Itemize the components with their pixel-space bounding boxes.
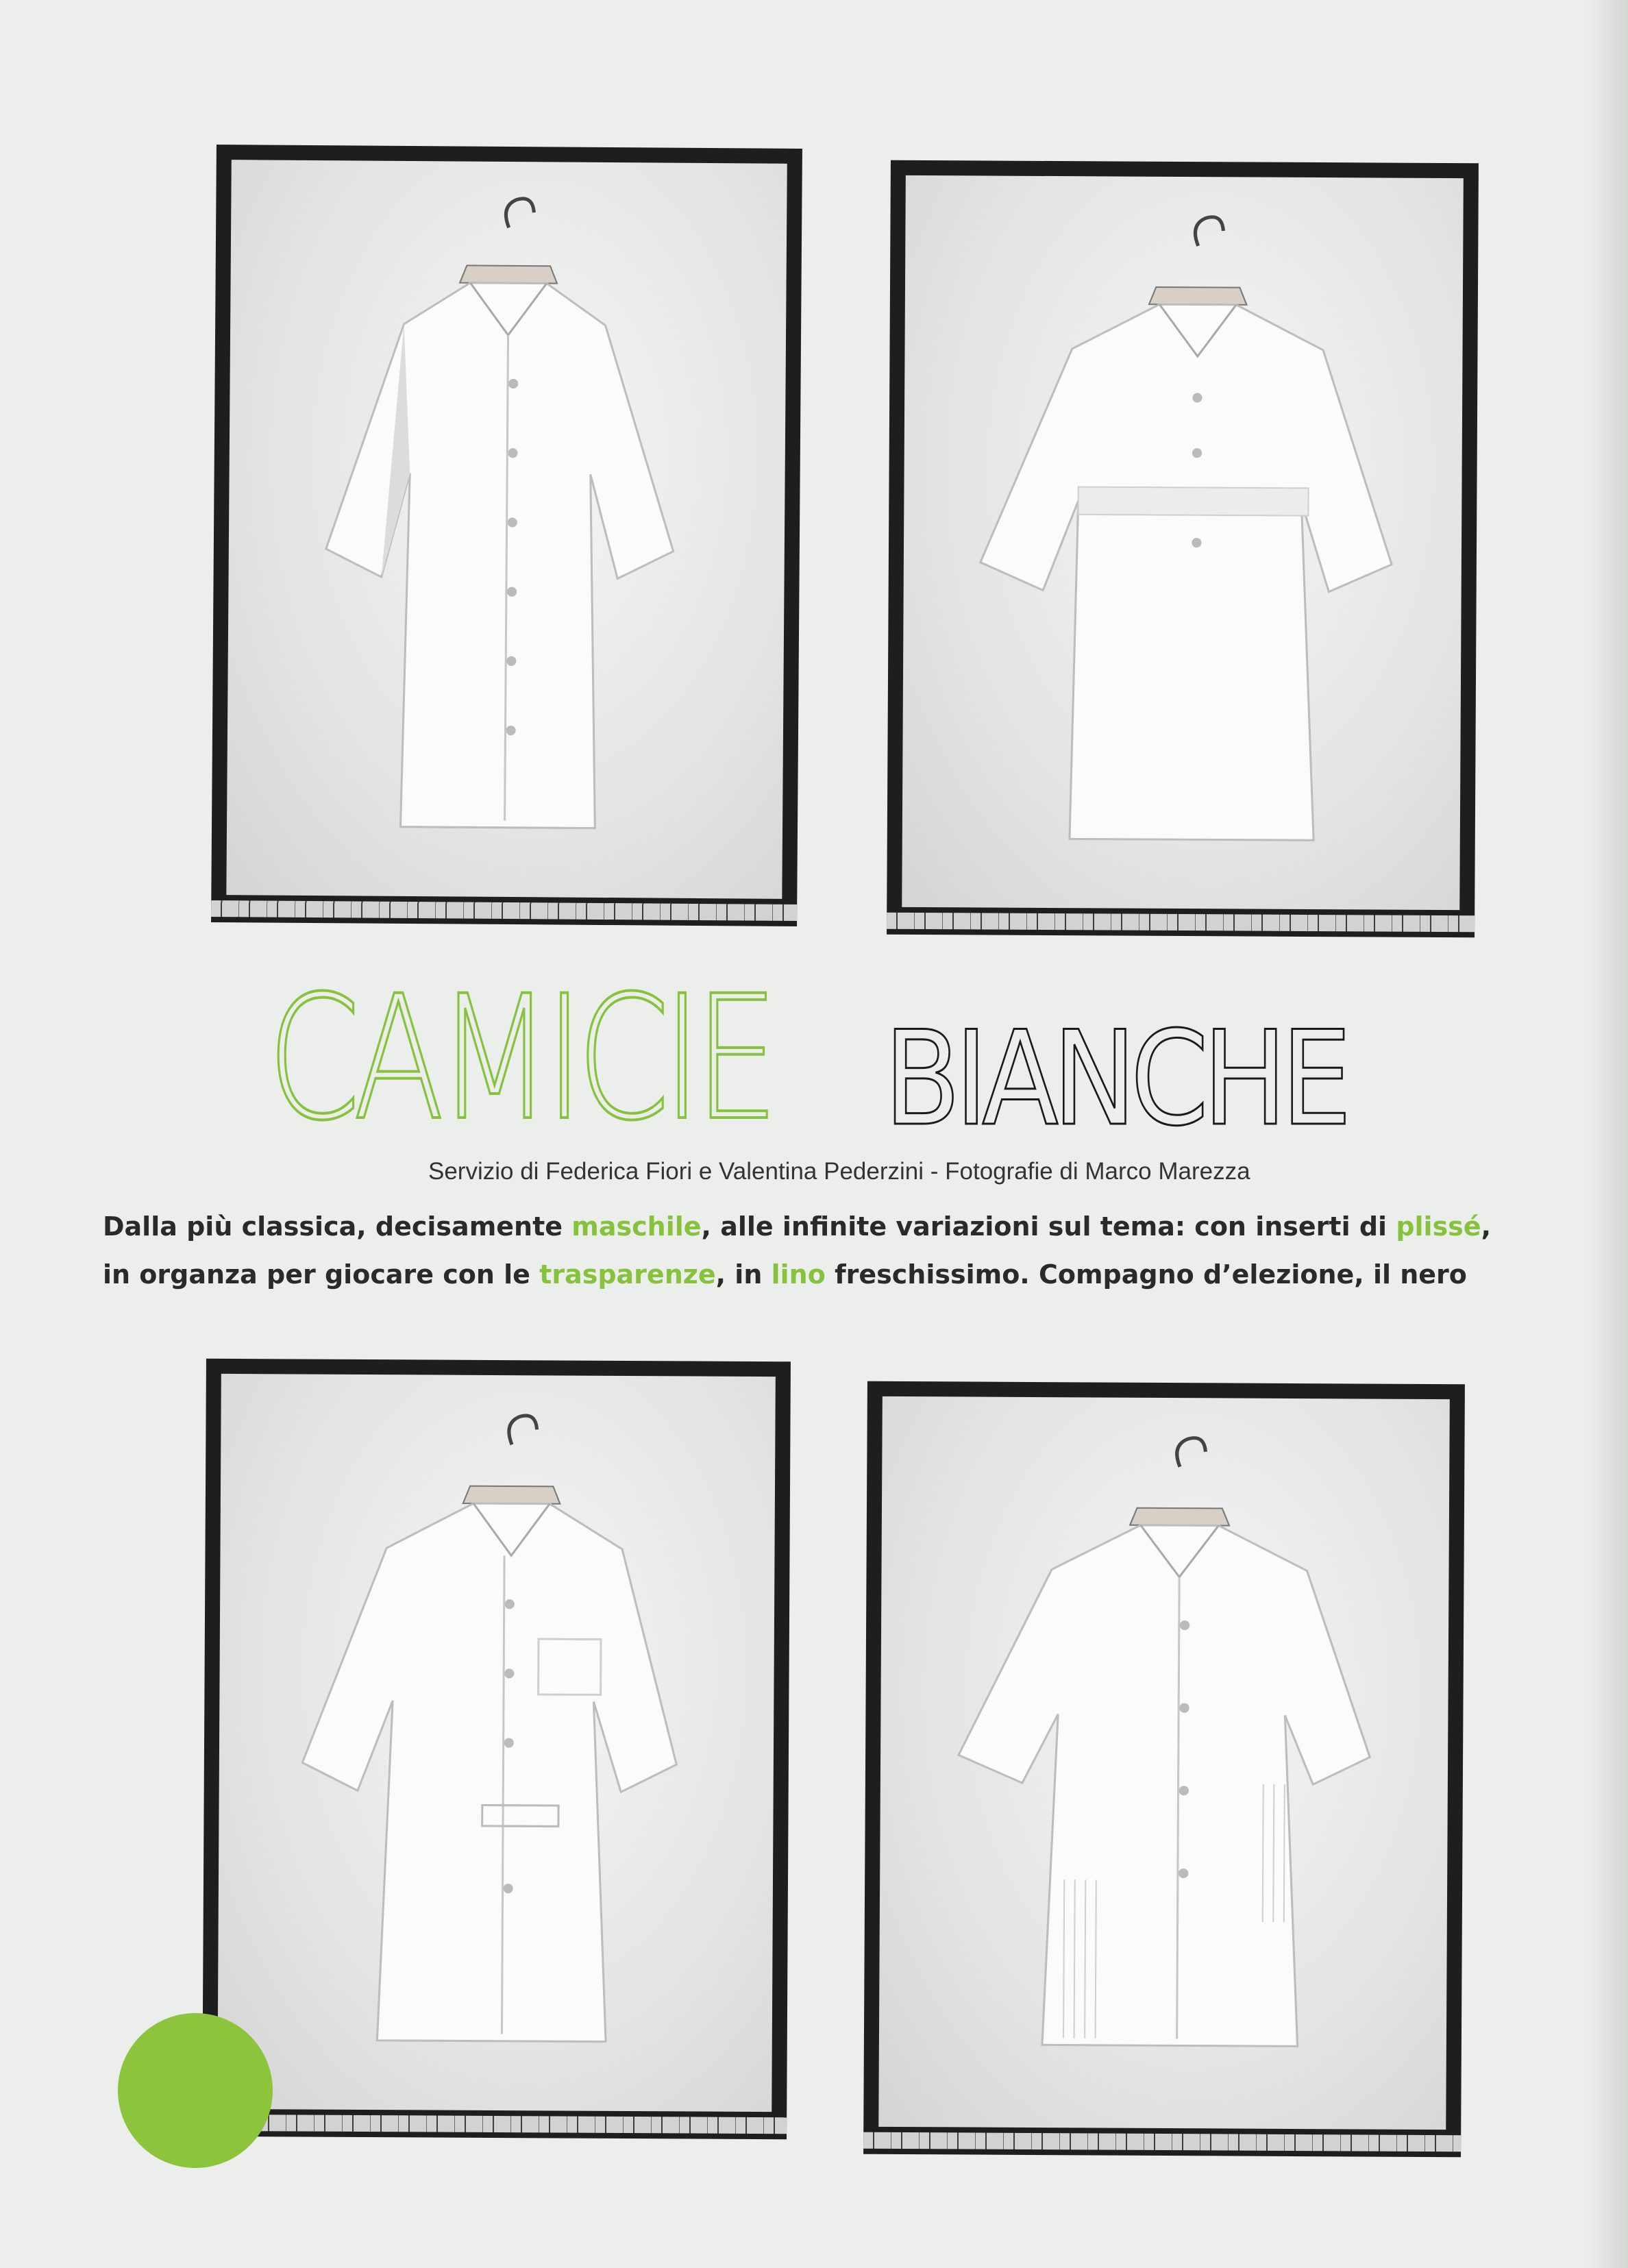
shirt-illustration xyxy=(217,1374,776,2112)
intro-highlight: plissé xyxy=(1396,1211,1481,1242)
intro-text: Dalla più classica, decisamente xyxy=(103,1211,572,1242)
shirt-illustration xyxy=(878,1396,1450,2130)
photo-shirt-1 xyxy=(211,145,802,926)
intro-text: freschissimo. Compagno d’elezione, il nero xyxy=(825,1259,1467,1290)
page-gutter-shadow xyxy=(1587,0,1628,2268)
photo-edge xyxy=(887,913,1475,932)
intro-text: , alle infinite variazioni sul tema: con inserti di xyxy=(701,1211,1396,1242)
intro-highlight: maschile xyxy=(571,1211,702,1242)
photo-shirt-3 xyxy=(202,1359,791,2139)
photo-credits: Servizio di Federica Fiori e Valentina Pederzini - Fotografie di Marco Marezza xyxy=(428,1158,1250,1185)
intro-paragraph xyxy=(103,1203,1628,1298)
green-dot-decoration xyxy=(118,2013,273,2168)
intro-line-1 xyxy=(103,1203,1628,1250)
photo-edge xyxy=(202,2115,787,2134)
intro-text: in organza per giocare con le xyxy=(103,1259,540,1290)
photo-shirt-2 xyxy=(887,160,1479,937)
photo-edge xyxy=(211,900,797,921)
photo-edge xyxy=(863,2132,1461,2152)
shirt-illustration xyxy=(226,160,787,899)
intro-text: , in xyxy=(715,1259,772,1290)
title-part-black: BIANCHE xyxy=(884,1003,1346,1155)
intro-line-2 xyxy=(103,1250,1628,1298)
title-part-green: CAMICIE xyxy=(267,959,772,1158)
shirt-illustration xyxy=(902,175,1464,910)
photo-shirt-4 xyxy=(863,1381,1465,2158)
intro-highlight: trasparenze xyxy=(539,1259,716,1290)
intro-text: , xyxy=(1481,1211,1492,1242)
article-title xyxy=(267,956,1473,1175)
intro-highlight: lino xyxy=(771,1259,826,1290)
